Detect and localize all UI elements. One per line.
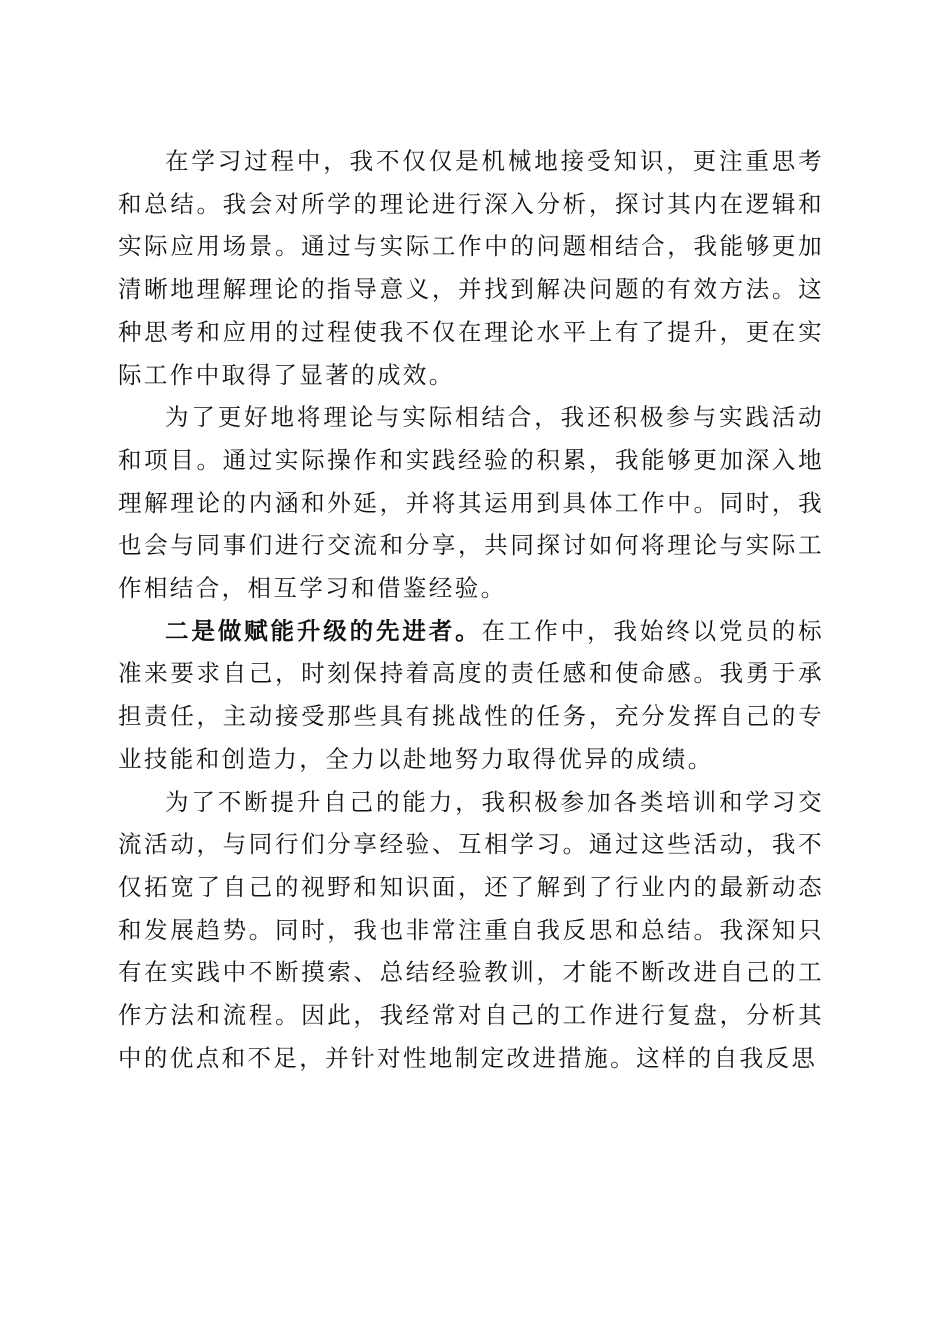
paragraph-2 bbox=[118, 396, 824, 610]
paragraph-4 bbox=[118, 781, 824, 1080]
paragraph-1 bbox=[118, 140, 824, 396]
section-heading-lead: 二是做赋能升级的先进者。 bbox=[165, 616, 482, 645]
paragraph-1-text: 在学习过程中，我不仅仅是机械地接受知识，更注重思考和总结。我会对所学的理论进行深入分析，探讨其内在逻辑和实际应用场景。通过与实际工作中的问题相结合，我能够更加清晰地理解理论的指导意义，并找到解决问题的有效方法。这种思考和应用的过程使我不仅在理论水平上有了提升，更在实际工作中取得了显著的成效。 bbox=[118, 147, 824, 389]
document-body bbox=[118, 140, 824, 1079]
paragraph-2-text: 为了更好地将理论与实际相结合，我还积极参与实践活动和项目。通过实际操作和实践经验的积累，我能够更加深入地理解理论的内涵和外延，并将其运用到具体工作中。同时，我也会与同事们进行交流和分享，共同探讨如何将理论与实际工作相结合，相互学习和借鉴经验。 bbox=[118, 403, 824, 603]
paragraph-4-text: 为了不断提升自己的能力，我积极参加各类培训和学习交流活动，与同行们分享经验、互相学习。通过这些活动，我不仅拓宽了自己的视野和知识面，还了解到了行业内的最新动态和发展趋势。同时，我也非常注重自我反思和总结。我深知只有在实践中不断摸索、总结经验教训，才能不断改进自己的工作方法和流程。因此，我经常对自己的工作进行复盘，分析其中的优点和不足，并针对性地制定改进措施。这样的自我反思 bbox=[118, 787, 824, 1072]
paragraph-3-text: 在工作中，我始终以党员的标准来要求自己，时刻保持着高度的责任感和使命感。我勇于承担责任，主动接受那些具有挑战性的任务，充分发挥自己的专业技能和创造力，全力以赴地努力取得优异的成绩。 bbox=[118, 616, 824, 773]
paragraph-3 bbox=[118, 610, 824, 781]
